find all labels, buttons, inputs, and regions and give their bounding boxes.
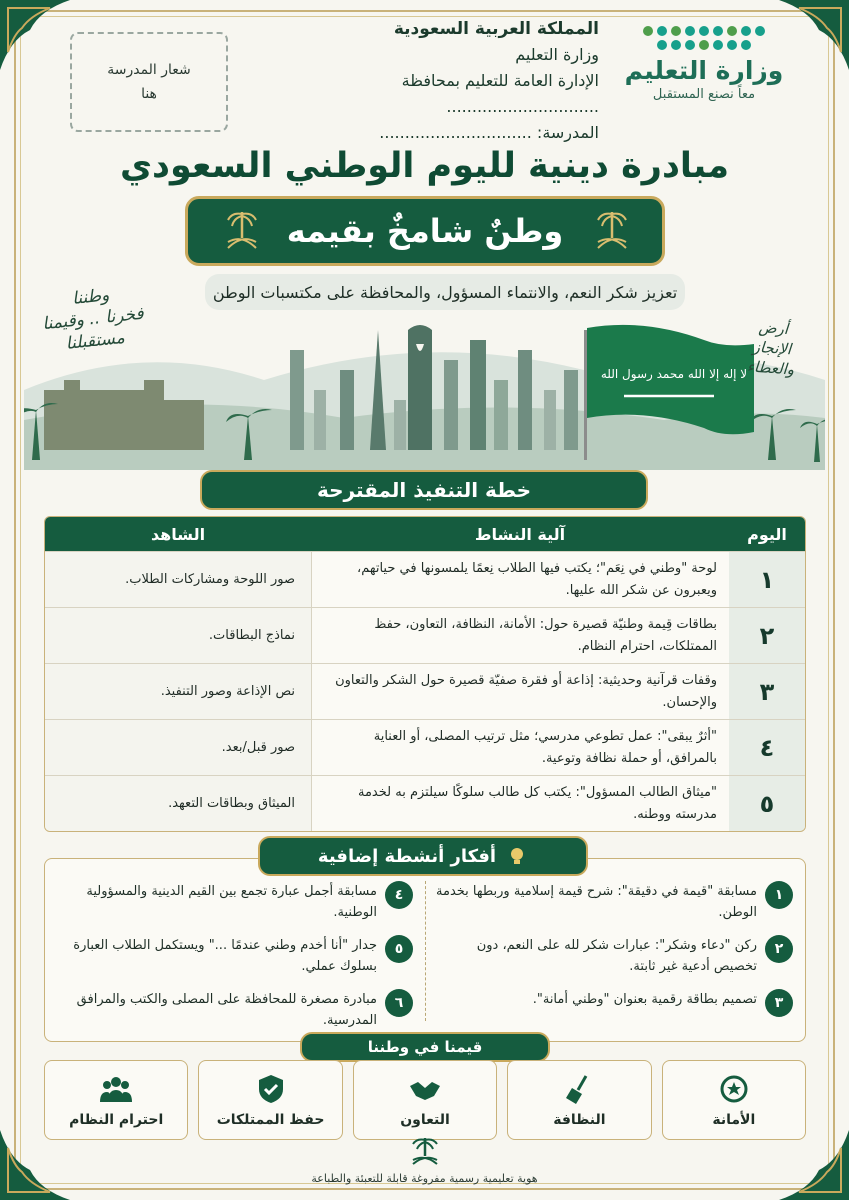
ministry-header xyxy=(259,16,599,146)
subtitle: تعزيز شكر النعم، والانتماء المسؤول، والمحافظة على مكتسبات الوطن xyxy=(205,274,685,310)
values-row xyxy=(44,1060,806,1140)
side-slogan-right xyxy=(725,315,819,381)
day-cell: ٢ xyxy=(729,607,805,663)
item-number-badge: ٤ xyxy=(385,881,413,909)
extra-ideas-title-text: أفكار أنشطة إضافية xyxy=(317,845,497,867)
page-title: مبادرة دينية لليوم الوطني السعودي xyxy=(119,146,730,186)
table-row xyxy=(45,607,805,663)
day-cell: ٤ xyxy=(729,719,805,775)
item-number-badge: ٣ xyxy=(765,989,793,1017)
extra-ideas-title xyxy=(258,836,588,876)
footer-text: هوية تعليمية رسمية مفروغة قابلة للتعبئة والطباعة xyxy=(311,1172,538,1185)
lightbulb-icon xyxy=(506,845,528,867)
extra-ideas-column-right xyxy=(433,881,793,1029)
header-day: اليوم xyxy=(729,517,805,551)
value-card xyxy=(662,1060,806,1140)
slogan-banner-text: وطنٌ شامخٌ بقيمه xyxy=(286,212,564,250)
shield-check-icon xyxy=(254,1072,288,1106)
list-item xyxy=(433,989,793,1017)
school-logo-placeholder[interactable] xyxy=(70,32,228,132)
logo-placeholder-text: هنا xyxy=(141,86,157,102)
list-item xyxy=(53,989,413,1031)
plan-section-title xyxy=(200,470,648,510)
value-card xyxy=(507,1060,651,1140)
medal-icon xyxy=(717,1072,751,1106)
extra-ideas-column-left xyxy=(53,881,413,1043)
broom-icon xyxy=(562,1072,596,1106)
table-row xyxy=(45,775,805,831)
item-text: مسابقة أجمل عبارة تجمع بين القيم الدينية والمسؤولية الوطنية. xyxy=(86,884,377,920)
kingdom-name: المملكة العربية السعودية xyxy=(393,19,599,39)
item-text: تصميم بطاقة رقمية بعنوان "وطني أمانة". xyxy=(532,992,757,1007)
activity-cell: "ميثاق الطالب المسؤول": يكتب كل طالب سلوكًا سيلتزم به لخدمة مدرسته ووطنه. xyxy=(311,775,729,831)
list-item xyxy=(433,935,793,977)
side-slogan-line: والعطاء xyxy=(746,357,795,379)
side-slogan-line: أرض xyxy=(758,318,789,339)
activity-cell: "أثرٌ يبقى": عمل تطوعي مدرسي؛ مثل ترتيب المصلى، أو العناية بالمرافق، أو حملة نظافة وتوعية. xyxy=(311,719,729,775)
item-text: مسابقة "قيمة في دقيقة": شرح قيمة إسلامية وربطها بخدمة الوطن. xyxy=(436,884,757,920)
value-card xyxy=(44,1060,188,1140)
ministry-name: وزارة التعليم xyxy=(515,45,599,64)
side-slogan-line: فخرنا .. وقيمنا xyxy=(41,303,145,335)
people-icon xyxy=(99,1072,133,1106)
table-row xyxy=(45,551,805,607)
column-divider xyxy=(425,881,426,1021)
evidence-cell: صور اللوحة ومشاركات الطلاب. xyxy=(45,551,311,607)
item-text: مبادرة مصغرة للمحافظة على المصلى والكتب والمرافق المدرسية. xyxy=(76,992,377,1028)
day-cell: ٥ xyxy=(729,775,805,831)
table-row xyxy=(45,663,805,719)
value-label: التعاون xyxy=(400,1112,450,1128)
item-number-badge: ١ xyxy=(765,881,793,909)
palm-swords-emblem-icon xyxy=(592,208,632,254)
palm-swords-emblem-icon xyxy=(222,208,262,254)
logo-placeholder-text: شعار المدرسة xyxy=(107,62,191,78)
item-number-badge: ٦ xyxy=(385,989,413,1017)
evidence-cell: نص الإذاعة وصور التنفيذ. xyxy=(45,663,311,719)
item-text: ركن "دعاء وشكر": عبارات شكر لله على النعم، دون تخصيص أدعية غير ثابتة. xyxy=(476,938,757,974)
side-slogan-line: الإنجاز xyxy=(752,337,792,359)
activity-cell: لوحة "وطني في نِعَم"؛ يكتب فيها الطلاب نِعمًا يلمسونها في حياتهم، ويعبرون عن شكر الله عليها. xyxy=(311,551,729,607)
header-evidence: الشاهد xyxy=(45,517,311,551)
values-section-title-text: قيمنا في وطننا xyxy=(367,1038,483,1056)
list-item xyxy=(53,881,413,923)
item-text: جدار "أنا أخدم وطني عندمًا ..." ويستكمل الطلاب العبارة بسلوك عملي. xyxy=(73,938,377,974)
table-header-row xyxy=(45,517,805,551)
palm-swords-emblem-icon xyxy=(405,1136,445,1166)
school-field[interactable]: المدرسة: .............................. xyxy=(379,123,599,142)
list-item xyxy=(53,935,413,977)
value-label: احترام النظام xyxy=(69,1112,164,1128)
moe-logo xyxy=(619,26,789,136)
side-slogan-left xyxy=(25,279,161,358)
side-slogan-line: وطننا xyxy=(71,285,111,310)
table-row xyxy=(45,719,805,775)
plan-section-title-text: خطة التنفيذ المقترحة xyxy=(316,478,532,502)
footer xyxy=(0,1136,849,1185)
value-card xyxy=(198,1060,342,1140)
day-cell: ١ xyxy=(729,551,805,607)
activity-cell: وقفات قرآنية وحديثية: إذاعة أو فقرة صفيّة قصيرة حول الشكر والتعاون والإحسان. xyxy=(311,663,729,719)
header-activity: آلية النشاط xyxy=(311,517,729,551)
extra-ideas-box xyxy=(44,858,806,1042)
values-section-title xyxy=(300,1032,550,1062)
item-number-badge: ٥ xyxy=(385,935,413,963)
side-slogan-line: مستقبلنا xyxy=(64,327,126,354)
directorate-field[interactable]: الإدارة العامة للتعليم بمحافظة .............................. xyxy=(401,71,599,116)
value-label: الأمانة xyxy=(712,1112,756,1128)
list-item xyxy=(433,881,793,923)
activity-cell: بطاقات قِيمة وطنيّة قصيرة حول: الأمانة، النظافة، التعاون، حفظ الممتلكات، احترام النظام. xyxy=(311,607,729,663)
evidence-cell: نماذج البطاقات. xyxy=(45,607,311,663)
plan-table xyxy=(44,516,806,832)
day-cell: ٣ xyxy=(729,663,805,719)
value-card xyxy=(353,1060,497,1140)
moe-logo-name: وزارة التعليم xyxy=(624,56,784,85)
moe-logo-slogan: معاً نصنع المستقبل xyxy=(652,87,756,102)
item-number-badge: ٢ xyxy=(765,935,793,963)
flag-text: لا إله إلا الله محمد رسول الله xyxy=(600,367,748,381)
value-label: حفظ الممتلكات xyxy=(216,1112,325,1128)
evidence-cell: الميثاق وبطاقات التعهد. xyxy=(45,775,311,831)
moe-dots-icon xyxy=(639,26,769,50)
value-label: النظافة xyxy=(553,1112,606,1128)
evidence-cell: صور قبل/بعد. xyxy=(45,719,311,775)
handshake-icon xyxy=(408,1072,442,1106)
